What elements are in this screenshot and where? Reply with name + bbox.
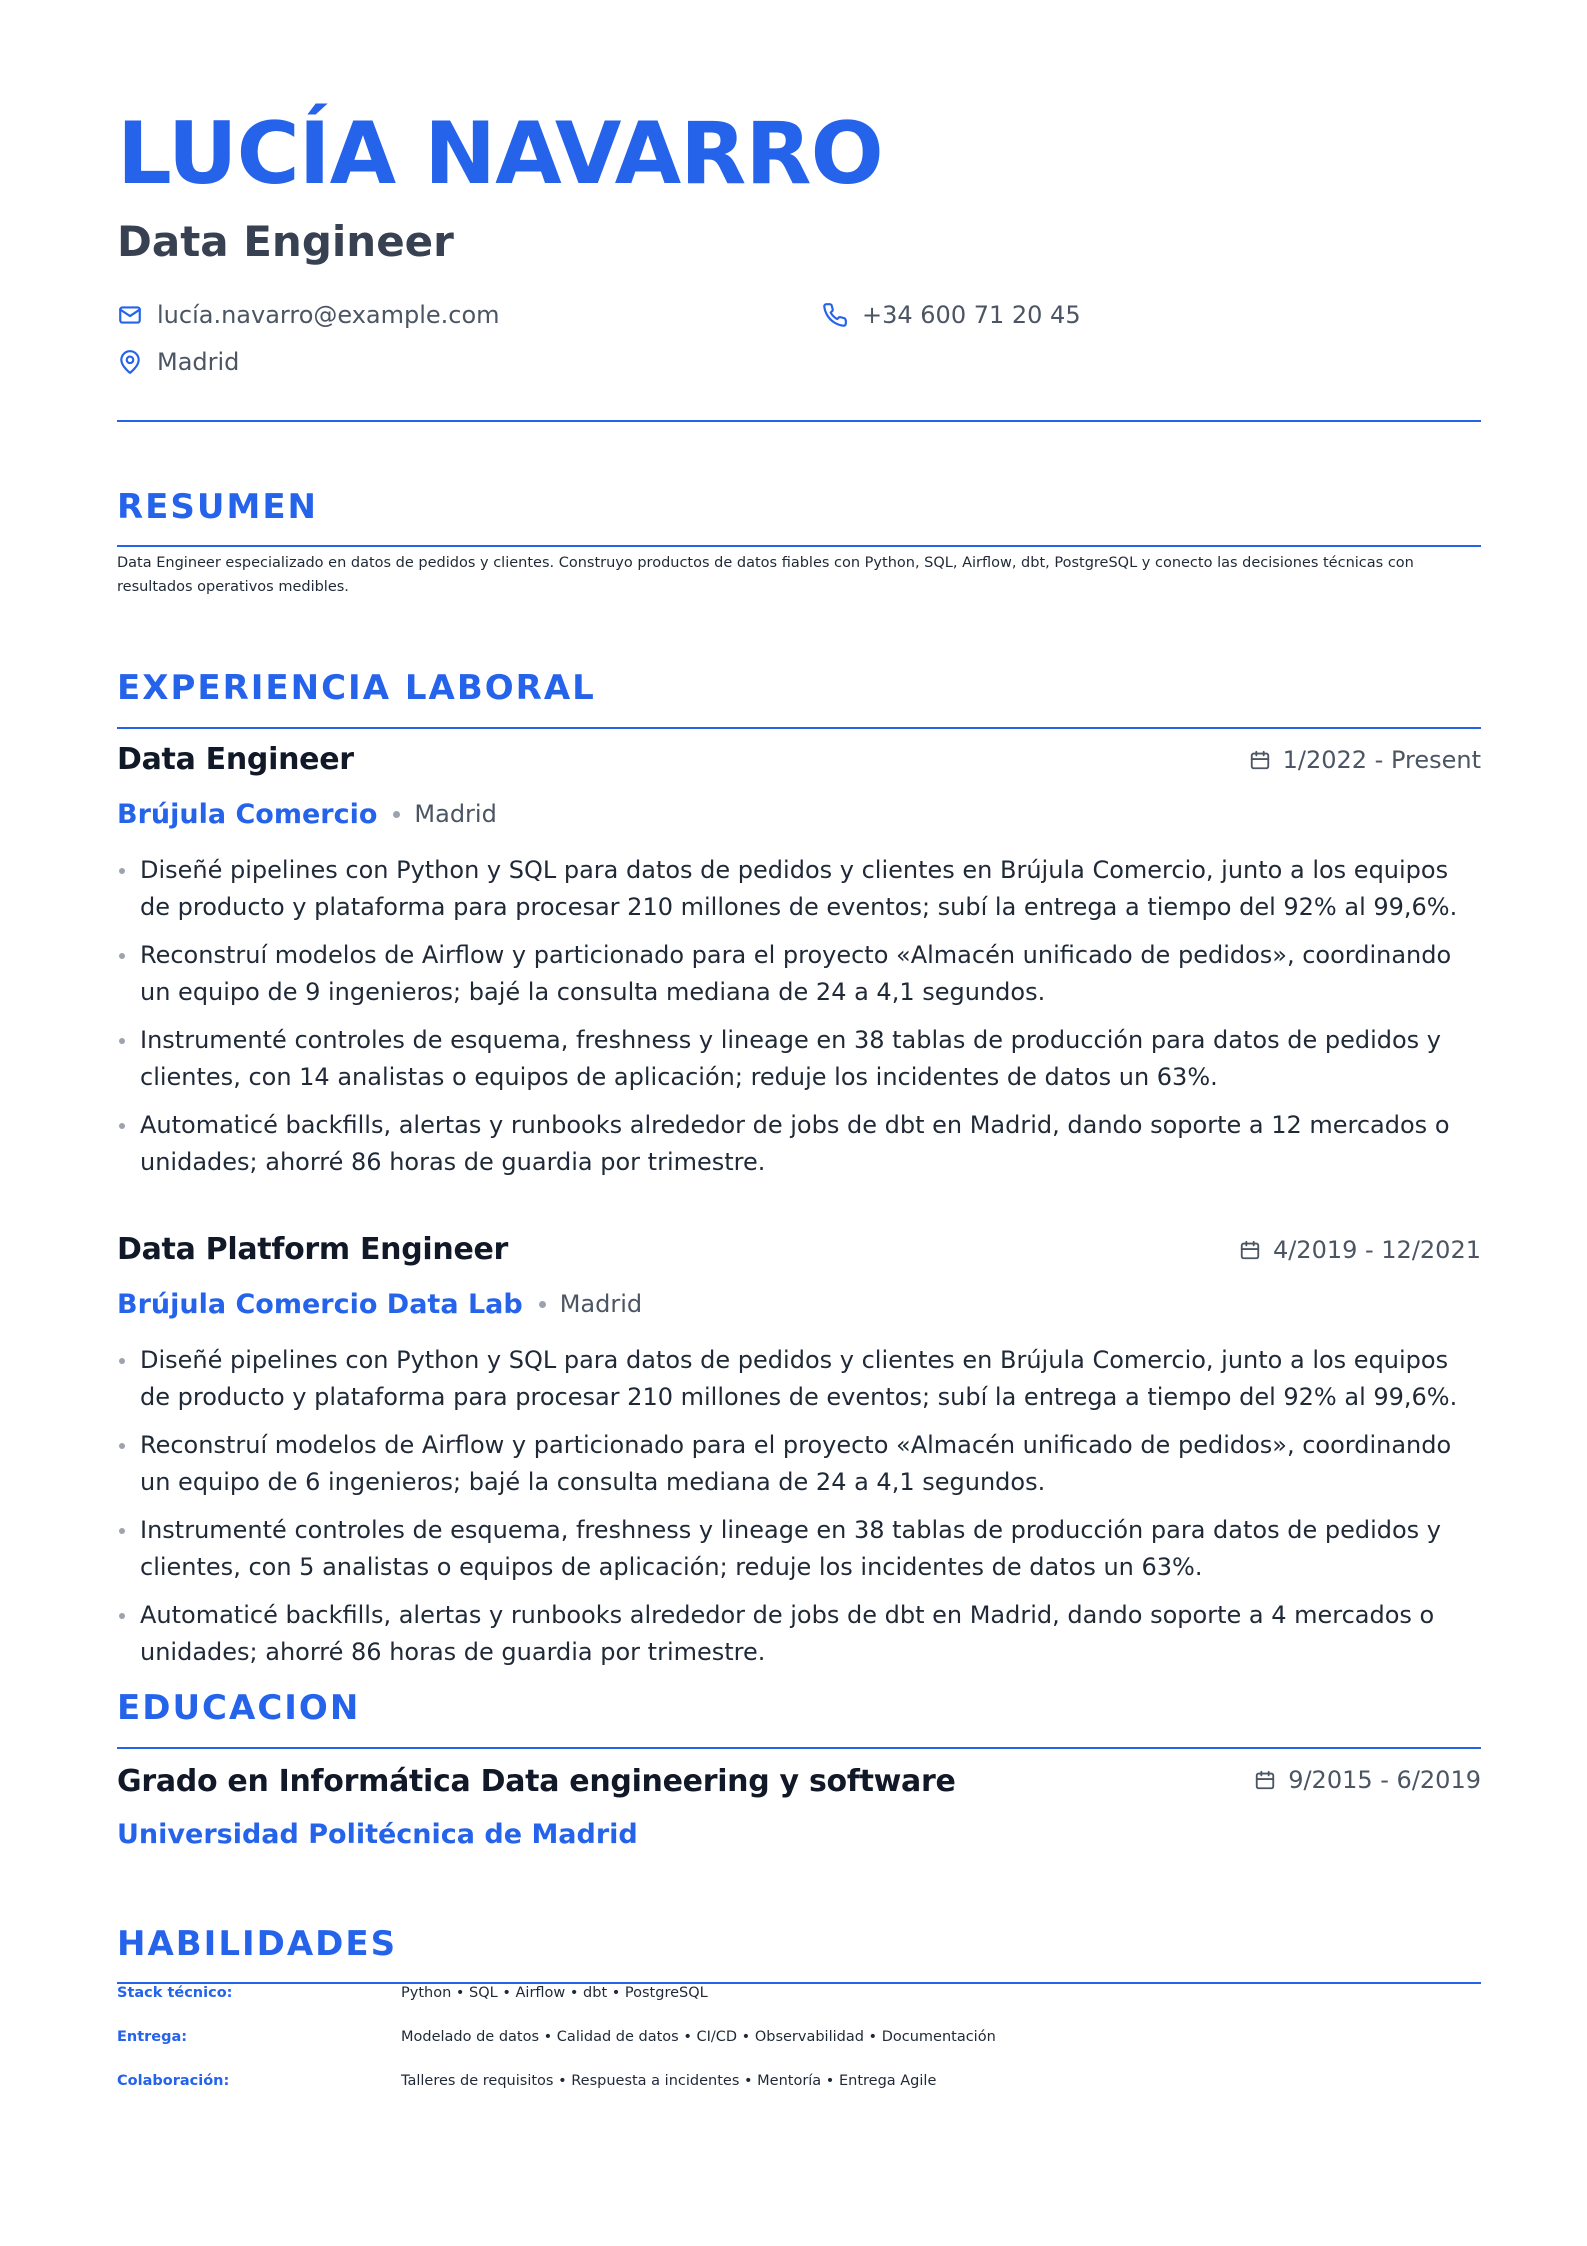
summary-text: Data Engineer especializado en datos de pedidos y clientes. Construyo productos de datos fiables con Python, SQL, Airflow, dbt, PostgreSQL y conecto las decisiones técnicas con resultados operativos medibles. <box>117 555 1414 595</box>
education-dates-text: 9/2015 - 6/2019 <box>1288 1766 1481 1794</box>
phone-icon <box>822 302 848 328</box>
skills-heading: HABILIDADES <box>117 1924 398 1964</box>
skill-row <box>117 2073 1481 2117</box>
contact-phone[interactable] <box>822 298 1081 332</box>
school-name: Universidad Politécnica de Madrid <box>117 1818 638 1850</box>
summary-rule <box>117 545 1481 547</box>
experience-rule <box>117 727 1481 729</box>
job-bullets <box>117 852 1481 1192</box>
company-line <box>117 1286 642 1322</box>
company-line <box>117 796 497 832</box>
education-dates <box>1254 1762 1481 1798</box>
company-name: Brújula Comercio <box>117 798 378 830</box>
candidate-title: Data Engineer <box>117 217 454 266</box>
job-title: Data Platform Engineer <box>117 1232 509 1267</box>
list-item: Diseñé pipelines con Python y SQL para datos de pedidos y clientes en Brújula Comercio, junto a los equipos de producto y plataforma para procesar 210 millones de eventos; subí la entrega a tiempo del 92% al 99,6%. <box>117 1342 1481 1416</box>
map-pin-icon <box>117 349 143 375</box>
candidate-name: LUCÍA NAVARRO <box>117 104 883 204</box>
location-text: Madrid <box>157 348 240 376</box>
list-item: Instrumenté controles de esquema, freshness y lineage en 38 tablas de producción para datos de pedidos y clientes, con 5 analistas o equipos de aplicación; reduje los incidentes de datos un 63%. <box>117 1512 1481 1586</box>
skills-rule <box>117 1982 1481 1984</box>
degree-title: Grado en Informática Data engineering y software <box>117 1764 956 1799</box>
contact-email[interactable] <box>117 298 500 332</box>
education-heading: EDUCACION <box>117 1688 361 1728</box>
phone-text: +34 600 71 20 45 <box>862 301 1081 329</box>
list-item: Instrumenté controles de esquema, freshness y lineage en 38 tablas de producción para datos de pedidos y clientes, con 14 analistas o equipos de aplicación; reduje los incidentes de datos un 63%. <box>117 1022 1481 1096</box>
skill-value: Talleres de requisitos • Respuesta a incidentes • Mentoría • Entrega Agile <box>401 2073 937 2089</box>
list-item: Reconstruí modelos de Airflow y particionado para el proyecto «Almacén unificado de pedidos», coordinando un equipo de 6 ingenieros; bajé la consulta mediana de 24 a 4,1 segundos. <box>117 1427 1481 1501</box>
list-item: Automaticé backfills, alertas y runbooks alrededor de jobs de dbt en Madrid, dando soporte a 4 mercados o unidades; ahorré 86 horas de guardia por trimestre. <box>117 1597 1481 1671</box>
calendar-icon <box>1249 749 1271 771</box>
separator-dot <box>539 1301 546 1308</box>
job-dates <box>1239 1232 1481 1268</box>
job-dates <box>1249 742 1481 778</box>
list-item: Reconstruí modelos de Airflow y particionado para el proyecto «Almacén unificado de pedidos», coordinando un equipo de 9 ingenieros; bajé la consulta mediana de 24 a 4,1 segundos. <box>117 937 1481 1011</box>
skill-value: Modelado de datos • Calidad de datos • CI/CD • Observabilidad • Documentación <box>401 2029 996 2045</box>
calendar-icon <box>1239 1239 1261 1261</box>
list-item: Diseñé pipelines con Python y SQL para datos de pedidos y clientes en Brújula Comercio, junto a los equipos de producto y plataforma para procesar 210 millones de eventos; subí la entrega a tiempo del 92% al 99,6%. <box>117 852 1481 926</box>
skill-row <box>117 1985 1481 2029</box>
job-location: Madrid <box>559 1290 643 1318</box>
education-rule <box>117 1747 1481 1749</box>
skill-label: Stack técnico: <box>117 1985 233 2001</box>
mail-icon <box>117 302 143 328</box>
header-divider <box>117 420 1481 422</box>
skill-value: Python • SQL • Airflow • dbt • PostgreSQL <box>401 1985 708 2001</box>
email-text: lucía.navarro@example.com <box>157 301 500 329</box>
skill-label: Entrega: <box>117 2029 188 2045</box>
summary-heading: RESUMEN <box>117 487 319 527</box>
job-dates-text: 1/2022 - Present <box>1282 746 1481 774</box>
skills-table <box>117 1985 1481 2117</box>
contact-location <box>117 345 239 379</box>
calendar-icon <box>1254 1769 1276 1791</box>
job-dates-text: 4/2019 - 12/2021 <box>1272 1236 1481 1264</box>
job-title: Data Engineer <box>117 742 354 777</box>
experience-heading: EXPERIENCIA LABORAL <box>117 668 596 708</box>
separator-dot <box>393 811 400 818</box>
school-line <box>117 1816 638 1852</box>
job-bullets <box>117 1342 1481 1682</box>
skill-row <box>117 2029 1481 2073</box>
company-name: Brújula Comercio Data Lab <box>117 1288 523 1320</box>
skill-label: Colaboración: <box>117 2073 230 2089</box>
list-item: Automaticé backfills, alertas y runbooks alrededor de jobs de dbt en Madrid, dando soporte a 12 mercados o unidades; ahorré 86 horas de guardia por trimestre. <box>117 1107 1481 1181</box>
job-location: Madrid <box>414 800 497 828</box>
